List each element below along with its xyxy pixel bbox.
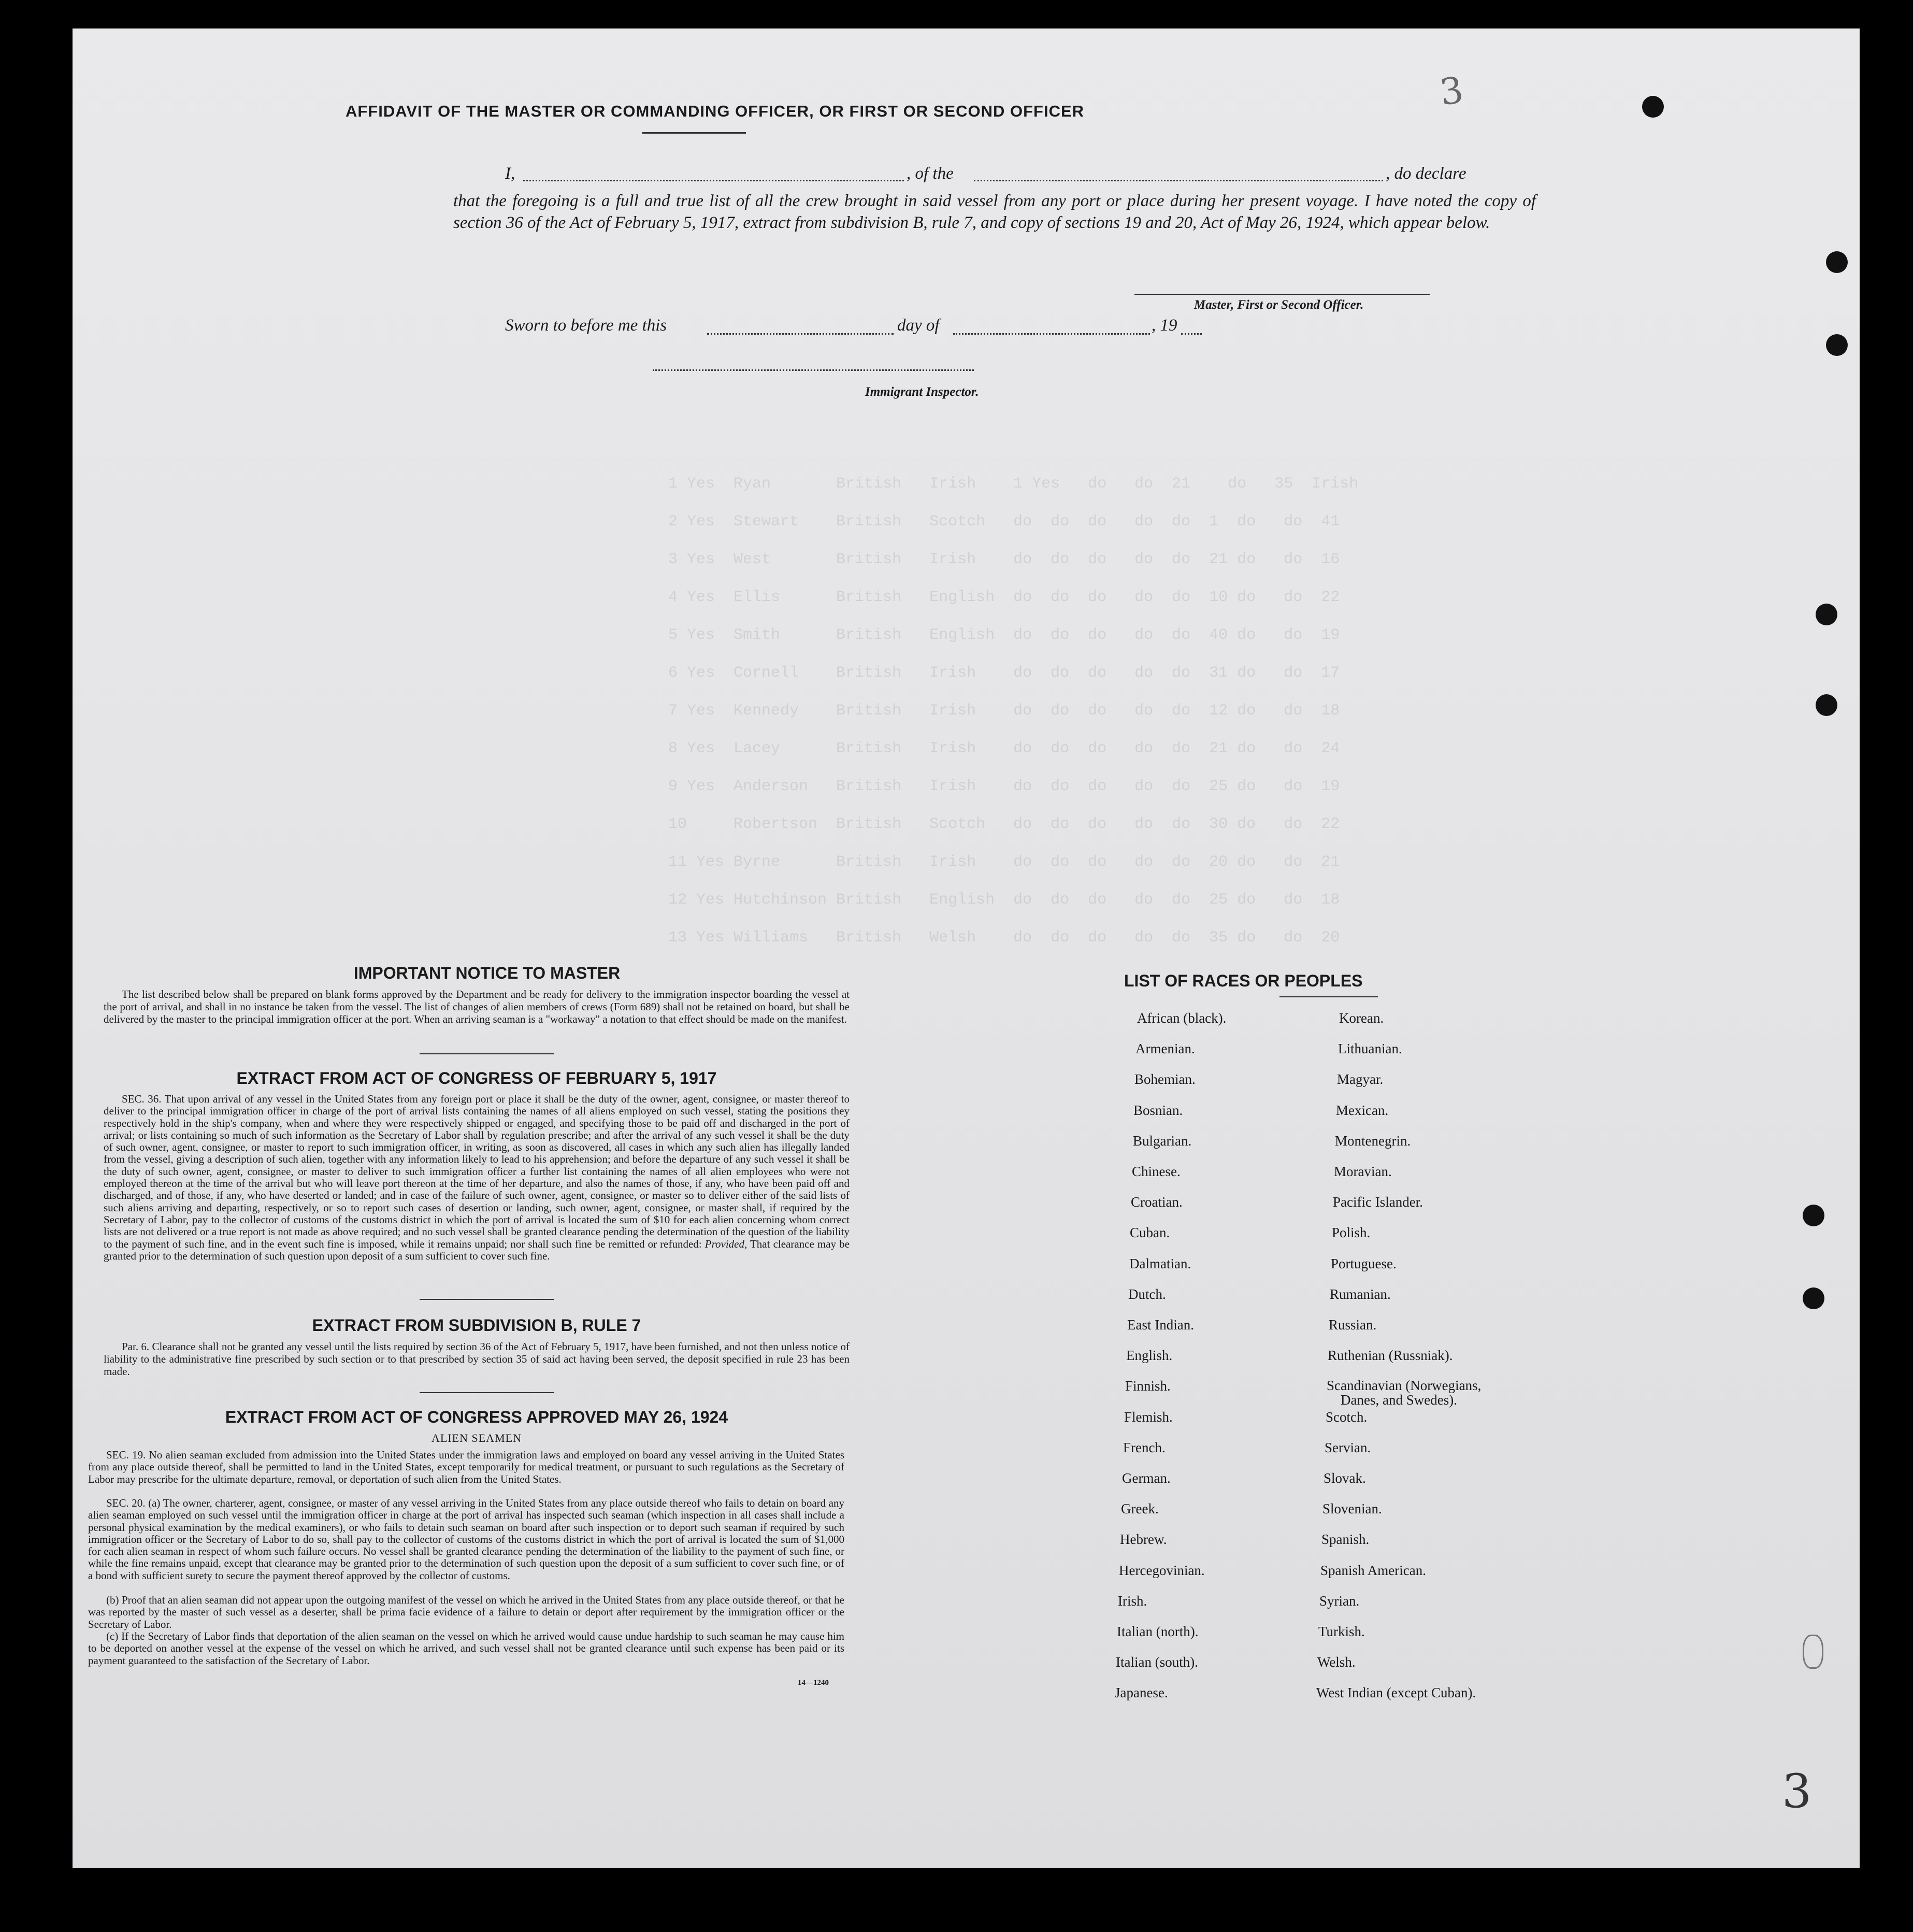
extract-1924-sec20b: (b) Proof that an alien seaman did not appear upon the outgoing manifest of the vessel on which he arrived in the United States from any place outside thereof, or that he was reported by the master of such vessel as a deserter, shall be prima facie evidence of a failure to detain or deport after requirement by the immigration officer or the Secretary of Labor. — [88, 1594, 844, 1630]
race-left-item: Greek. — [1121, 1501, 1159, 1517]
punch-hole-6 — [1803, 1205, 1824, 1226]
race-left-item: Croatian. — [1131, 1194, 1183, 1210]
subdivision-b-rule — [420, 1392, 554, 1393]
race-right-item: Lithuanian. — [1338, 1041, 1402, 1057]
extract-1924-title: EXTRACT FROM ACT OF CONGRESS APPROVED MAY 26, 1924 — [225, 1408, 728, 1426]
races-title: LIST OF RACES OR PEOPLES — [1124, 971, 1363, 990]
race-left-item: Finnish. — [1125, 1378, 1171, 1394]
race-right-item: Spanish American. — [1320, 1562, 1426, 1578]
extract-1924-sec19: SEC. 19. No alien seaman excluded from admission into the United States under the immigration laws and employed on board any vessel arriving in the United States from any place outside thereof, shall be permitted to land in the United States, except temporarily for medical treatment, or pursuant to such regulations as the Secretary of Labor may prescribe for the ultimate departure, removal, or deportation of such alien from the United States. — [88, 1449, 844, 1485]
races-title-rule — [1279, 996, 1378, 997]
race-right-item: Korean. — [1339, 1010, 1384, 1026]
race-left-item: Armenian. — [1135, 1041, 1195, 1057]
race-left-item: Bosnian. — [1133, 1102, 1183, 1118]
race-right-item: Polish. — [1332, 1225, 1371, 1241]
document-page — [73, 28, 1860, 1868]
race-right-item: Magyar. — [1337, 1071, 1384, 1087]
master-signature-line[interactable] — [1134, 294, 1430, 295]
race-right-item: Moravian. — [1334, 1164, 1392, 1179]
race-left-item: Chinese. — [1132, 1164, 1181, 1179]
race-left-item: Italian (south). — [1116, 1654, 1198, 1670]
affidavit-i-label: I, — [505, 164, 515, 183]
race-right-item: Russian. — [1329, 1317, 1377, 1333]
race-right-item: Turkish. — [1318, 1624, 1365, 1639]
race-right-item: Syrian. — [1319, 1593, 1360, 1609]
race-right-item: Rumanian. — [1330, 1286, 1391, 1302]
extract-1917-title: EXTRACT FROM ACT OF CONGRESS OF FEBRUARY 5, 1917 — [236, 1069, 717, 1087]
race-left-item: Hebrew. — [1120, 1532, 1167, 1548]
extract-1924-sec20a: SEC. 20. (a) The owner, charterer, agent, consignee, or master of any vessel arriving in the United States from any place outside thereof who fails to detain on board any alien seaman employed on such vessel until the immigration officer in charge at the port of arrival has inspected such seaman (which inspection in all cases shall include a personal physical examination by the medical examiners), or who fails to detain such seaman on board after such inspection or to deport such seaman if required by such immigration officer or the Secretary of Labor to do so, shall pay to the collector of customs of the customs district in which the port of arrival is located the sum of $1,000 for each alien seaman in respect of whom such failure occurs. No vessel shall be granted clearance pending the determination of the liability to the payment of such fine, or while the fine remains unpaid, except that clearance may be granted prior to the determination of such question upon the deposit of a sum sufficient to cover such fine, or of a bond with sufficient surety to secure the payment thereof approved by the collector of customs. — [88, 1497, 844, 1582]
race-left-item: East Indian. — [1127, 1317, 1194, 1333]
affidavit-declare-label: , do declare — [1386, 164, 1466, 183]
punch-hole-7 — [1803, 1287, 1824, 1309]
race-right-item: Pacific Islander. — [1333, 1194, 1423, 1210]
notice-body: The list described below shall be prepared on blank forms approved by the Department and be ready for delivery to the immigration inspector boarding the vessel at the port of arrival, and shall in no instance be taken from the vessel. The list of changes of alien members of crews (Form 689) shall not be retained on board, but shall be delivered by the master to the principal immigration officer at the port. When an arriving seaman is a "workaway" a notation to that effect should be made on the manifest. — [104, 988, 850, 1025]
handwritten-top-mark: 3 — [1437, 68, 1466, 114]
race-right-item: Slovak. — [1324, 1470, 1366, 1486]
handwritten-page-number: 3 — [1782, 1764, 1812, 1819]
punch-hole-3 — [1826, 334, 1848, 356]
inspector-label: Immigrant Inspector. — [865, 385, 979, 399]
sworn-month-field[interactable] — [953, 333, 1150, 335]
sworn-label: Sworn to before me this — [505, 316, 667, 335]
affidavit-title-rule — [642, 132, 746, 134]
race-right-item: Portuguese. — [1331, 1255, 1397, 1271]
subdivision-b-title: EXTRACT FROM SUBDIVISION B, RULE 7 — [312, 1316, 641, 1335]
race-left-item: Bulgarian. — [1133, 1133, 1192, 1149]
race-left-item: Dutch. — [1128, 1286, 1166, 1302]
inspector-signature-line[interactable] — [653, 369, 974, 371]
race-left-item: Dalmatian. — [1129, 1255, 1191, 1271]
race-right-item: Welsh. — [1317, 1654, 1356, 1670]
race-left-item: Flemish. — [1124, 1409, 1173, 1425]
notice-rule — [420, 1053, 554, 1054]
race-left-item: German. — [1122, 1470, 1171, 1486]
race-left-item: French. — [1123, 1439, 1166, 1455]
extract-1917-rule — [420, 1299, 554, 1300]
race-right-item: Ruthenian (Russniak). — [1328, 1348, 1453, 1364]
race-right-item: Scandinavian (Norwegians, Danes, and Swedes). — [1327, 1378, 1482, 1408]
race-left-item: African (black). — [1137, 1010, 1227, 1026]
race-right-item: Spanish. — [1321, 1532, 1370, 1548]
extract-1917-text: SEC. 36. That upon arrival of any vessel in the United States from any foreign port or place it shall be the duty of the owner, agent, consignee, or master thereof to deliver to the principal immigration officer in charge of the port of arrival lists containing the names of all aliens employed on such vessel, stating the positions they respectively hold in the ship's company, when and where they were respectively shipped or engaged, and specifying those to be paid off and discharged in the port of arrival; or lists containing so much of such information as the Secretary of Labor shall by regulation prescribe; and after the arrival of any such vessel it shall be the duty of such owner, agent, consignee, or master to report to such immigration officer, in writing, as soon as discovered, all cases in which any such alien has illegally landed from the vessel, giving a description of such alien, together with any information likely to lead to his apprehension; and before the departure of any such vessel it shall be the duty of such owner, agent, consignee, or master to deliver to such immigration officer a further list containing the names of all alien employees who were not employed thereon at the time of the arrival but who will leave port thereon at the time of her departure, and also the names of those, if any, who have been paid off and discharged, and of those, if any, who have deserted or landed; and in case of the failure of such owner, agent, consignee, or master so to deliver either of the said lists of such aliens arriving and departing, respectively, or so to report such cases of desertion or landing, such owner, agent, consignee, or master shall, if required by the Secretary of Labor, pay to the collector of customs of the customs district in which the port of arrival is located the sum of $10 for each alien concerning whom correct lists are not delivered or a true report is not made as above required; and no such vessel shall be granted clearance pending the determination of the question of the liability to the payment of such fine, and in the event such fine is imposed, while it remains unpaid; nor shall such fine be remitted or refunded: — [104, 1093, 850, 1250]
extract-1917-body — [104, 1093, 850, 1262]
race-left-item: English. — [1126, 1348, 1173, 1364]
race-left-item: Cuban. — [1130, 1225, 1170, 1241]
punch-hole-4 — [1816, 604, 1837, 625]
race-left-item: Hercegovinian. — [1119, 1562, 1205, 1578]
extract-1917-text-end: That clearance may be granted prior to the determination of such question upon deposit of a sum sufficient to cover such fine. — [104, 1237, 850, 1262]
punch-hole-1 — [1642, 96, 1664, 118]
bleed-through-text: 1 Yes Ryan British Irish 1 Yes do do 21 do 35 Irish 2 Yes Stewart British Scotch do do do do do 1 do do 41 3 Yes West British Irish do do do do do 21 do do 16 4 Yes Ellis British English do do do do do 10 do do 22 5 Yes Smith British English do do do do do 40 do do 19 6 Yes Cornell British Irish do do do do do 31 do do 17 7 Yes Kennedy British Irish do do do do do 12 do do 18 8 Yes Lacey British Irish do do do do do 21 do do 24 9 Yes Anderson British Irish do do do do do 25 do do 19 10 Robertson British Scotch do do do do do 30 do do 22 11 Yes Byrne British Irish do do do do do 20 do do 21 12 Yes Hutchinson British English do do do do do 25 do do 18 13 Yes Williams British Welsh do do do do do 35 do do 20 — [668, 475, 1359, 947]
affidavit-body: that the foregoing is a full and true list of all the crew brought in said vessel from any port or place during her present voyage. I have noted the copy of section 36 of the Act of February 5, 1917, extract from subdivision B, rule 7, and copy of sections 19 and 20, Act of May 26, 1924, which appear below. — [453, 192, 1536, 232]
race-right-item: Slovenian. — [1322, 1501, 1382, 1517]
form-number: 14—1240 — [798, 1679, 829, 1687]
race-left-item: Bohemian. — [1134, 1071, 1196, 1087]
subdivision-b-body: Par. 6. Clearance shall not be granted any vessel until the lists required by section 36 of the Act of February 5, 1917, have been furnished, and not then unless notice of liability to the administrative fine prescribed by such section or to that prescribed by section 35 of said act having been served, the deposit specified in rule 23 has been made. — [104, 1340, 850, 1378]
race-right-item: Servian. — [1325, 1439, 1371, 1455]
affidavit-of-the-label: , of the — [907, 164, 954, 183]
sworn-day-field[interactable] — [707, 333, 894, 335]
punch-hole-5 — [1816, 694, 1837, 716]
punch-hole-2 — [1826, 251, 1848, 273]
race-right-item: Mexican. — [1336, 1102, 1389, 1118]
day-of-label: day of — [897, 316, 940, 335]
race-right-item: Montenegrin. — [1335, 1133, 1411, 1149]
race-right-item: Scotch. — [1326, 1409, 1368, 1425]
vessel-name-field[interactable] — [974, 180, 1383, 181]
extract-1917-proviso: Provided, — [704, 1237, 747, 1250]
race-left-item: Japanese. — [1115, 1685, 1168, 1701]
master-name-field[interactable] — [523, 180, 904, 181]
notice-title: IMPORTANT NOTICE TO MASTER — [353, 964, 621, 982]
race-left-item: Irish. — [1118, 1593, 1147, 1609]
race-left-item: Italian (north). — [1117, 1624, 1199, 1639]
punch-hole-8 — [1803, 1635, 1823, 1669]
affidavit-title: AFFIDAVIT OF THE MASTER OR COMMANDING OFFICER, OR FIRST OR SECOND OFFICER — [345, 102, 1085, 120]
extract-1924-subtitle: ALIEN SEAMEN — [431, 1432, 522, 1444]
race-right-item: West Indian (except Cuban). — [1316, 1685, 1476, 1701]
extract-1924-sec20c: (c) If the Secretary of Labor finds that deportation of the alien seaman on the vessel on which he arrived would cause undue hardship to such seaman he may cause him to be deported on another vessel at the expense of the vessel on which he arrived, and such vessel shall not be granted clearance until such expense has been paid or its payment guaranteed to the satisfaction of the Secretary of Labor. — [88, 1630, 844, 1667]
master-signature-label: Master, First or Second Officer. — [1194, 298, 1364, 312]
year-label: , 19 — [1152, 316, 1177, 335]
sworn-year-field[interactable] — [1181, 333, 1202, 335]
